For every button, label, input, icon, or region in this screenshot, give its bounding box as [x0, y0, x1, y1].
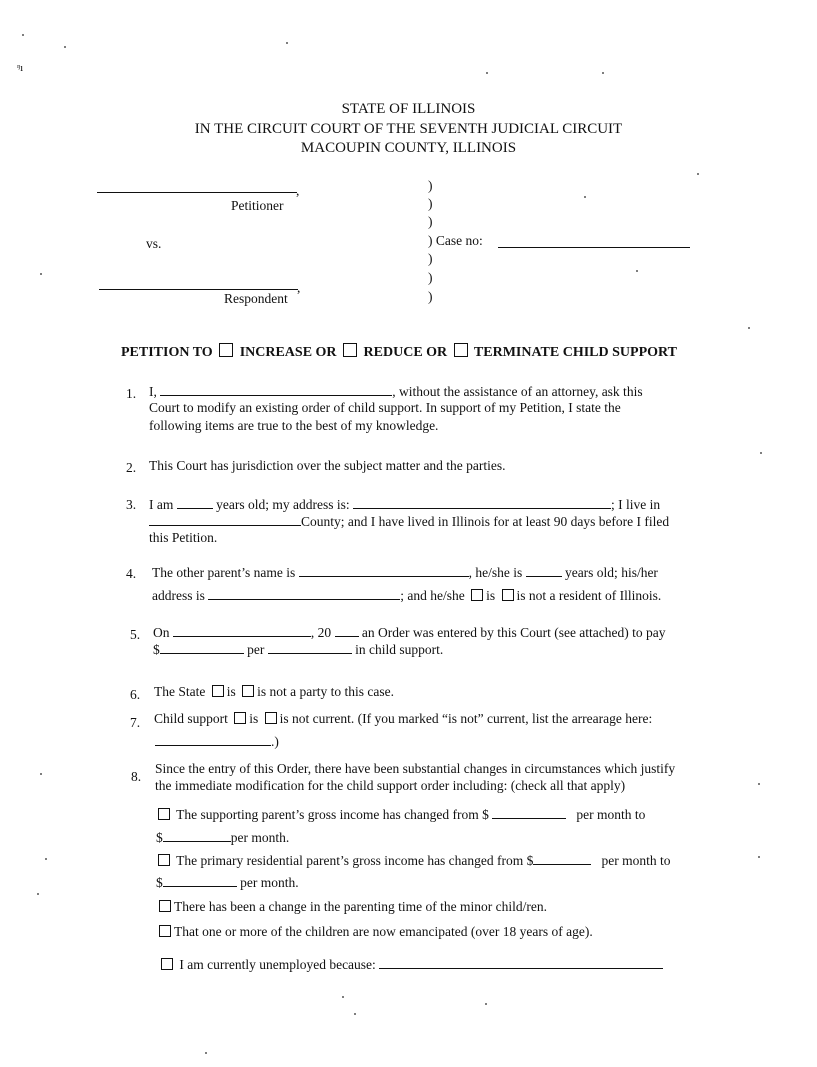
scan-speck [584, 196, 586, 198]
item-8-number: 8. [131, 769, 142, 784]
document-page: ᵑı STATE OF ILLINOIS IN THE CIRCUIT COURT OF THE SEVENTH JUDICIAL CIRCUIT MACOUPIN COUNTY, ILLINOIS , Petitioner vs. , Respondent ) ) ) ) Case no: ) ) ) PETITION TO INCREASE OR REDUCE OR TERMINATE CHILD SUPPORT 1. I, , without the assistance of an attorney, ask this Court to modify an existing order of child support. In support of my Petition, I state the following items are true to the best of my knowledge. 2. This Court has jurisdiction over the subject matter and the parties. 3. I am years old; my address is: ; I live in County; and I have lived in Illinois for at least 90 days before I filed this Petition. 4. The other parent’s name is , he/she is years old; his/her address is ; and he/she is is not a resident of Illinois. 5. On , 20 an Order was entered by this Court (see attached) to pay $ per in child support. 6. The State is is not a party to this case. 7. Child support is is not current. (If you marked “is not” current, list the arrearage here: .) 8. Since the entry of this Order, there have been substantial changes in circumstances which justify the immediate modification for the child support order including: (check all that apply) The supporting parent’s gross income has changed from $ per month to $ per month. The primary residential parent’s gross income has changed from $ per month to $ per month. There has been a change in the parenting time of the minor child/ren. That one or more of the children are now emancipated (over 18 years of age). I am currently unemployed because: [0, 0, 817, 1067]
other-parent-address-input[interactable] [208, 586, 400, 600]
supporting-income-checkbox[interactable] [158, 808, 170, 820]
supporting-income-to-input[interactable] [163, 828, 231, 842]
item-2-text: This Court has jurisdiction over the subject matter and the parties. [149, 458, 506, 473]
residential-income-checkbox[interactable] [158, 854, 170, 866]
scan-speck [486, 72, 488, 74]
change-option-1: The supporting parent’s gross income has changed from $ per month to [158, 805, 645, 823]
petitioner-name-field[interactable] [97, 192, 297, 193]
increase-checkbox[interactable] [219, 343, 233, 357]
change-option-2-cont: $ per month. [156, 875, 299, 890]
support-period-input[interactable] [268, 640, 352, 654]
item-3-line-1: I am years old; my address is: ; I live in [149, 497, 661, 512]
scan-speck [485, 1003, 487, 1005]
arrearage-input[interactable] [155, 732, 271, 746]
support-amount-input[interactable] [160, 640, 244, 654]
scan-speck [697, 173, 699, 175]
petitioner-name-input[interactable] [160, 382, 392, 396]
parenting-time-checkbox[interactable] [159, 900, 171, 912]
item-1-line-1: I, , without the assistance of an attorney, ask this [149, 384, 643, 399]
resident-is-not-checkbox[interactable] [502, 589, 514, 601]
title-terminate: TERMINATE CHILD SUPPORT [473, 345, 677, 360]
change-option-4: That one or more of the children are now emancipated (over 18 years of age). [159, 924, 593, 940]
item-8-line-1: Since the entry of this Order, there have been substantial changes in circumstances which justify [155, 761, 676, 776]
age-input[interactable] [177, 495, 213, 509]
item-7-line-2: .) [155, 732, 279, 750]
support-not-current-checkbox[interactable] [265, 712, 277, 724]
item-4-line-2: address is ; and he/she is is not a resident of Illinois. [152, 588, 662, 603]
item-1-line-2: Court to modify an existing order of child support. In support of my Petition, I state the [149, 400, 621, 415]
item-1-line-3: following items are true to the best of my knowledge. [149, 418, 439, 433]
title-prefix: PETITION TO [121, 345, 213, 360]
change-option-1-cont: $ per month. [156, 830, 290, 845]
residential-income-to-input[interactable] [163, 873, 237, 887]
title-increase: INCREASE OR [239, 345, 337, 360]
scan-speck [342, 996, 344, 998]
item-7-line-1: Child support is is not current. (If you marked “is not” current, list the arrearage here: [154, 711, 653, 726]
caption-paren: ) [428, 214, 433, 229]
resident-is-checkbox[interactable] [471, 589, 483, 601]
scan-speck [636, 270, 638, 272]
scan-speck [40, 773, 42, 775]
unemployed-checkbox[interactable] [161, 958, 173, 970]
item-2-number: 2. [126, 460, 137, 475]
scan-speck [64, 46, 66, 48]
item-5-number: 5. [130, 627, 141, 642]
caption-paren: ) [428, 289, 433, 304]
scan-speck [37, 893, 39, 895]
change-option-5: I am currently unemployed because: [161, 955, 663, 973]
petitioner-label: Petitioner [231, 198, 284, 213]
vs-label: vs. [146, 236, 162, 251]
scan-speck [758, 856, 760, 858]
residential-income-from-input[interactable] [533, 851, 591, 865]
scan-speck [602, 72, 604, 74]
item-3-line-3: this Petition. [149, 530, 218, 545]
title-reduce: REDUCE OR [363, 345, 448, 360]
scan-speck [286, 42, 288, 44]
item-7-number: 7. [130, 715, 141, 730]
scan-speck [45, 858, 47, 860]
scan-speck [40, 273, 42, 275]
caption-paren: ) [428, 196, 433, 211]
change-option-2: The primary residential parent’s gross income has changed from $ per month to [158, 851, 671, 869]
caption-paren: ) [428, 251, 433, 266]
item-1-number: 1. [126, 386, 137, 401]
item-8-line-2: the immediate modification for the child support order including: (check all that apply) [155, 778, 626, 793]
petition-title [121, 343, 677, 361]
header-state: STATE OF ILLINOIS [341, 101, 476, 117]
item-6-text: The State is is not a party to this case. [154, 684, 394, 699]
case-no-label: ) Case no: [428, 233, 483, 248]
header-court: IN THE CIRCUIT COURT OF THE SEVENTH JUDICIAL CIRCUIT [194, 121, 623, 137]
terminate-checkbox[interactable] [454, 343, 468, 357]
support-current-checkbox[interactable] [234, 712, 246, 724]
order-year-input[interactable] [335, 623, 359, 637]
header-county: MACOUPIN COUNTY, ILLINOIS [300, 140, 517, 156]
item-3-line-2: County; and I have lived in Illinois for at least 90 days before I filed [149, 512, 669, 530]
case-no-field[interactable] [498, 247, 690, 248]
state-is-party-checkbox[interactable] [212, 685, 224, 697]
address-input[interactable] [353, 495, 611, 509]
item-5-line-1: On , 20 an Order was entered by this Court (see attached) to pay [153, 625, 666, 640]
item-5-line-2: $ per in child support. [153, 642, 444, 657]
caption-paren: ) [428, 270, 433, 285]
scan-speck [748, 327, 750, 329]
other-parent-name-input[interactable] [299, 563, 469, 577]
other-parent-age-input[interactable] [526, 563, 562, 577]
supporting-income-from-input[interactable] [492, 805, 566, 819]
scan-speck [22, 34, 24, 36]
unemployed-reason-input[interactable] [379, 955, 663, 969]
item-6-number: 6. [130, 687, 141, 702]
change-option-3: There has been a change in the parenting time of the minor child/ren. [159, 899, 547, 915]
item-3-number: 3. [126, 497, 137, 512]
reduce-checkbox[interactable] [343, 343, 357, 357]
order-date-input[interactable] [173, 623, 311, 637]
item-4-number: 4. [126, 566, 137, 581]
caption-paren: ) [428, 178, 433, 193]
scan-speck [758, 783, 760, 785]
scan-speck [760, 452, 762, 454]
state-is-not-party-checkbox[interactable] [242, 685, 254, 697]
emancipated-checkbox[interactable] [159, 925, 171, 937]
respondent-name-field[interactable] [99, 289, 298, 290]
respondent-label: Respondent [224, 291, 288, 306]
scan-speck [354, 1013, 356, 1015]
county-input[interactable] [149, 512, 301, 526]
scan-speck [205, 1052, 207, 1054]
margin-mark: ᵑı [17, 62, 24, 74]
item-4-line-1: The other parent’s name is , he/she is years old; his/her [152, 565, 658, 580]
